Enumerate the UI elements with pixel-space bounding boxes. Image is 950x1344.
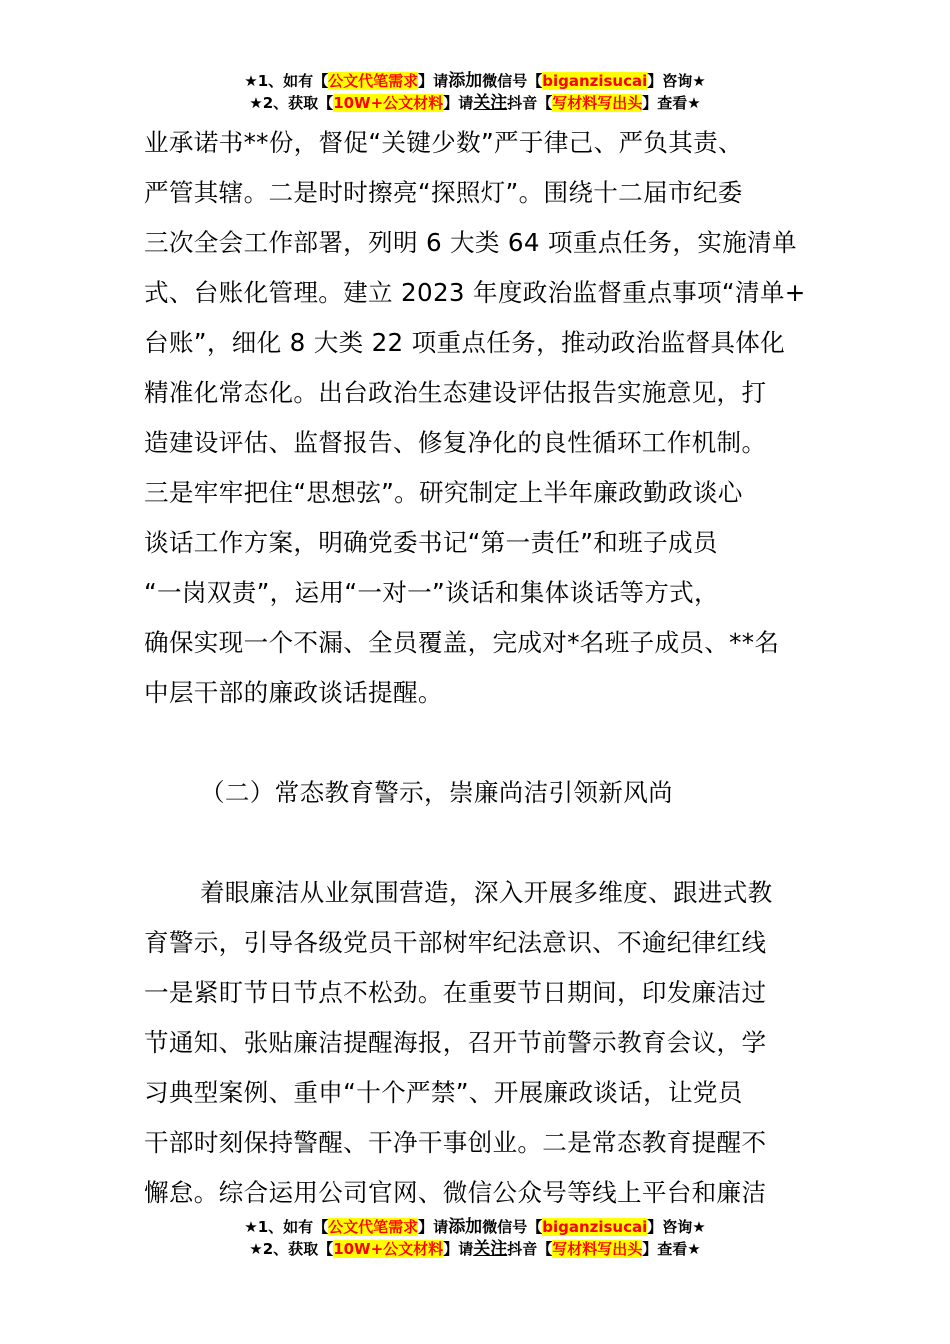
spacer	[144, 818, 806, 868]
banner-text: 】请	[443, 1240, 474, 1258]
banner-text: 抖音【	[507, 94, 553, 112]
banner-text: ★2、获取【	[249, 1240, 334, 1258]
emphasis-text: 添加	[448, 1217, 483, 1237]
spacer	[144, 718, 806, 768]
banner-text: 】请	[443, 94, 474, 112]
text-line: 造建设评估、监督报告、修复净化的良性循环工作机制。	[144, 428, 767, 457]
banner-text: 抖音【	[507, 1240, 553, 1258]
text-line: 节通知、张贴廉洁提醒海报，召开节前警示教育会议，学	[144, 1028, 767, 1057]
text-line: 育警示，引导各级党员干部树牢纪法意识、不逾纪律红线	[144, 928, 767, 957]
emphasis-text: 添加	[448, 71, 483, 91]
banner-line-1	[0, 70, 950, 92]
text-line: 懈怠。综合运用公司官网、微信公众号等线上平台和廉洁	[144, 1178, 767, 1207]
douyin-account-label: 写材料写出头	[552, 1240, 643, 1258]
text-line: 中层干部的廉政谈话提醒。	[144, 678, 443, 707]
document-body	[144, 118, 806, 1218]
banner-text: 】咨询★	[647, 72, 706, 90]
text-line: 精准化常态化。出台政治生态建设评估报告实施意见，打	[144, 378, 767, 407]
highlight-label: 10W+公文材料	[333, 1240, 444, 1258]
text-line: 干部时刻保持警醒、干净干事创业。二是常态教育提醒不	[144, 1128, 767, 1157]
highlight-label: 10W+公文材料	[333, 94, 444, 112]
emphasis-text: 关注	[473, 1239, 508, 1259]
text-line: 着眼廉洁从业氛围营造，深入开展多维度、跟进式教	[200, 878, 773, 907]
text-line: 式、台账化管理。建立 2023 年度政治监督重点事项“清单+	[144, 278, 806, 307]
paragraph-2	[144, 868, 806, 1218]
wechat-id-label: biganzisucai	[542, 72, 648, 90]
banner-text: 】查看★	[642, 94, 701, 112]
banner-line-1	[0, 1216, 950, 1238]
text-line: 确保实现一个不漏、全员覆盖，完成对*名班子成员、**名	[144, 628, 780, 657]
banner-text: 】查看★	[642, 1240, 701, 1258]
emphasis-text: 关注	[473, 93, 508, 113]
text-line: 严管其辖。二是时时擦亮“探照灯”。围绕十二届市纪委	[144, 178, 743, 207]
text-line: 台账”，细化 8 大类 22 项重点任务，推动政治监督具体化	[144, 328, 786, 357]
paragraph-1	[144, 118, 806, 718]
banner-line-2	[0, 1238, 950, 1260]
banner-text: 】咨询★	[647, 1218, 706, 1236]
text-line: 习典型案例、重申“十个严禁”、开展廉政谈话，让党员	[144, 1078, 743, 1107]
banner-line-2	[0, 92, 950, 114]
section-heading: （二）常态教育警示，崇廉尚洁引领新风尚	[200, 778, 673, 807]
banner-text: 】请	[418, 72, 449, 90]
banner-text: 微信号【	[482, 72, 543, 90]
highlight-label: 公文代笔需求	[328, 72, 419, 90]
text-line: 一是紧盯节日节点不松劲。在重要节日期间，印发廉洁过	[144, 978, 767, 1007]
banner-text: ★2、获取【	[249, 94, 334, 112]
banner-text: ★1、如有【	[244, 72, 329, 90]
banner-text: ★1、如有【	[244, 1218, 329, 1236]
text-line: 谈话工作方案，明确党委书记“第一责任”和班子成员	[144, 528, 718, 557]
wechat-id-label: biganzisucai	[542, 1218, 648, 1236]
banner-text: 】请	[418, 1218, 449, 1236]
text-line: 三是牢牢把住“思想弦”。研究制定上半年廉政勤政谈心	[144, 478, 743, 507]
text-line: “一岗双责”，运用“一对一”谈话和集体谈话等方式，	[144, 578, 719, 607]
highlight-label: 公文代笔需求	[328, 1218, 419, 1236]
banner-text: 微信号【	[482, 1218, 543, 1236]
text-line: 三次全会工作部署，列明 6 大类 64 项重点任务，实施清单	[144, 228, 797, 257]
douyin-account-label: 写材料写出头	[552, 94, 643, 112]
text-line: 业承诺书**份，督促“关键少数”严于律己、严负其责、	[144, 128, 743, 157]
